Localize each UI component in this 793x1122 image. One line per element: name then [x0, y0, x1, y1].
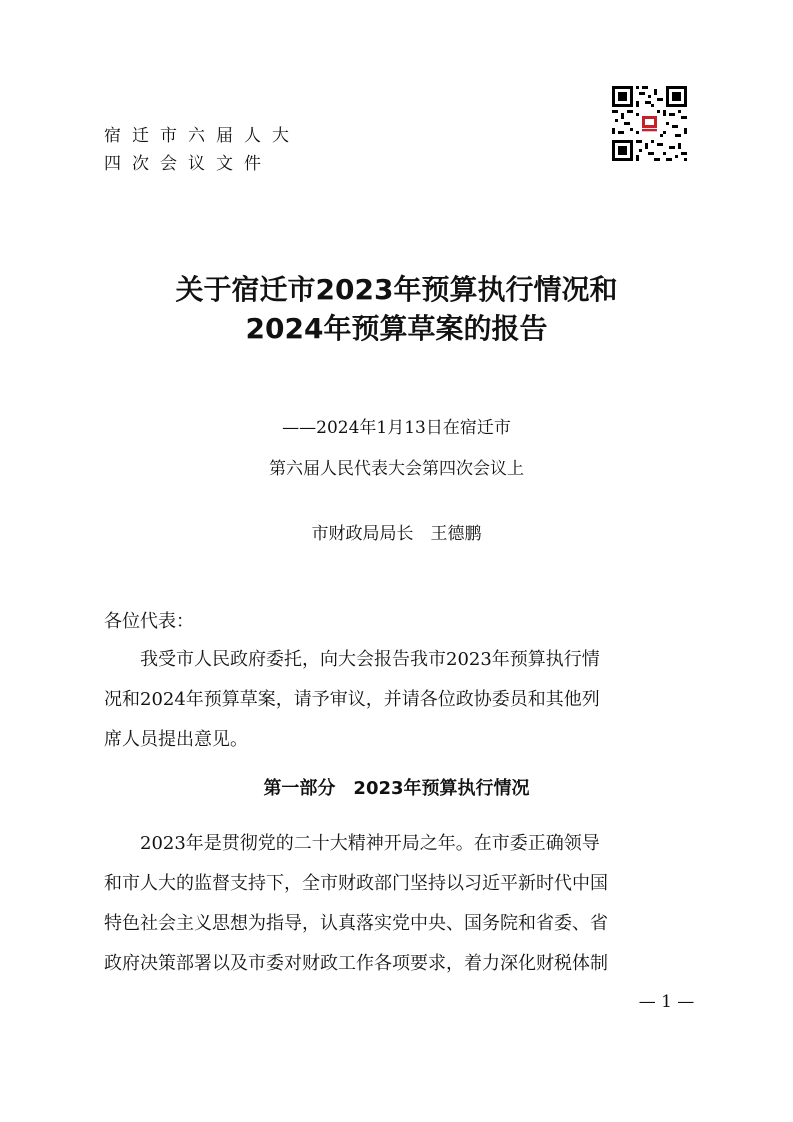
title-line-2: 2024年预算草案的报告 [245, 312, 548, 345]
body-line-2: 和市人大的监督支持下，全市财政部门坚持以习近平新时代中国 [104, 873, 608, 894]
header-line-2: 四次会议文件 [104, 154, 272, 174]
header-line-1: 宿迁市六届人大 [104, 126, 300, 146]
section-heading: 第一部分 2023年预算执行情况 [263, 778, 530, 799]
body-line-4: 政府决策部署以及市委对财政工作各项要求，着力深化财税体制 [104, 953, 608, 974]
salutation: 各位代表： [104, 611, 194, 632]
subtitle-line-2: 第六届人民代表大会第四次会议上 [269, 459, 524, 479]
subtitle-line-1: ——2024年1月13日在宿迁市 [282, 418, 511, 438]
body-line-3: 特色社会主义思想为指导，认真落实党中央、国务院和省委、省 [104, 913, 608, 934]
report-title [0, 270, 793, 348]
body-line-1: 2023年是贯彻党的二十大精神开局之年。在市委正确领导 [104, 833, 600, 854]
intro-paragraph [104, 640, 690, 760]
intro-line-1: 我受市人民政府委托，向大会报告我市2023年预算执行情 [104, 649, 600, 670]
qr-code-icon [612, 86, 687, 161]
document-header [104, 122, 304, 178]
intro-line-2: 况和2024年预算草案，请予审议，并请各位政协委员和其他列 [104, 689, 600, 710]
title-line-1: 关于宿迁市2023年预算执行情况和 [175, 273, 618, 306]
intro-line-3: 席人员提出意见。 [104, 729, 248, 750]
page-number: — 1 — [638, 992, 695, 1012]
author-line: 市财政局局长 王德鹏 [311, 524, 482, 544]
body-paragraph [104, 824, 690, 984]
